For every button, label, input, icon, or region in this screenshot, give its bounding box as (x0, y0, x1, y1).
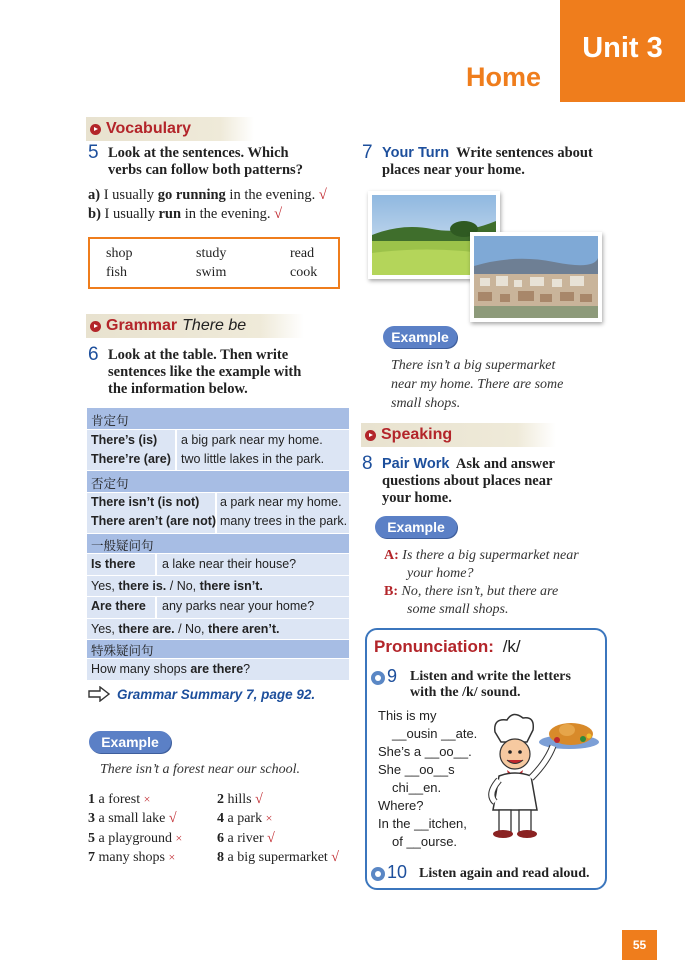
q8-line-3: your home. (382, 490, 452, 506)
pos1-left: There’s (is) (91, 433, 158, 447)
cd-audio-icon[interactable] (371, 867, 385, 881)
q7-line-2: places near your home. (382, 162, 525, 178)
item-5 (88, 831, 182, 847)
question-8-number: 8 (362, 453, 373, 474)
page-title: Home (466, 62, 542, 92)
a1-b1: there is. (118, 579, 167, 593)
q9-line-1: Listen and write the letters (410, 669, 571, 684)
a2-mid: / No, (174, 622, 208, 636)
unit-badge: Unit 3 (560, 0, 685, 102)
rhyme-line-2: __ousin __ate. (392, 726, 478, 741)
vocabulary-heading (86, 117, 254, 141)
sp-post: ? (243, 662, 251, 676)
question-10-number (371, 862, 407, 883)
yt-example-1: There isn’t a big supermarket (391, 358, 556, 373)
pair-work-label: Pair Work (382, 456, 450, 472)
sentence-b (88, 206, 282, 223)
item-3 (88, 811, 177, 827)
item-num: 6 (217, 831, 224, 846)
pronunciation-label: Pronunciation: (374, 637, 494, 656)
pronunciation-sound: /k/ (502, 637, 521, 656)
item-text: a playground (98, 831, 172, 846)
item-1 (88, 792, 150, 808)
a-line-1: Is there a big supermarket near (402, 548, 579, 563)
table-heading-negative: 否定句 (91, 477, 129, 491)
item-num: 3 (88, 811, 95, 826)
item-text: a park (227, 811, 263, 826)
chef-illustration (487, 712, 605, 840)
question-8-text (382, 456, 555, 507)
example-badge: Example (89, 731, 171, 753)
question-6-number: 6 (88, 344, 99, 365)
vocabulary-label: Vocabulary (106, 120, 192, 137)
speaking-label: Speaking (381, 426, 453, 443)
answer-2 (91, 622, 280, 636)
city-image (474, 236, 598, 318)
grammar-example-text: There isn’t a forest near our school. (100, 762, 301, 777)
word-swim: swim (196, 265, 227, 280)
cross-mark: × (168, 850, 176, 864)
item-num: 1 (88, 792, 95, 807)
neg2-right: many trees in the park. (220, 514, 348, 528)
sentence-b-bold: run (158, 206, 182, 222)
a2-b2: there aren’t. (207, 622, 280, 636)
your-turn-label: Your Turn (382, 145, 450, 161)
rhyme-line-6: Where? (378, 798, 424, 813)
q5-line-1: Look at the sentences. Which (108, 145, 289, 161)
yt-example-3: small shops. (391, 396, 461, 411)
rhyme-line-8: of __ourse. (392, 834, 458, 849)
yt-example-2: near my home. There are some (391, 377, 564, 392)
table-heading-general: 一般疑问句 (91, 539, 154, 553)
grammar-heading (86, 314, 304, 338)
item-text: a big supermarket (227, 850, 328, 865)
sentence-b-label: b) (88, 206, 101, 222)
item-4 (217, 811, 272, 827)
check-mark: √ (274, 206, 283, 222)
q6-line-3: the information below. (108, 381, 248, 397)
rhyme-line-7: In the __itchen, (378, 816, 467, 831)
rhyme-line-5: chi__en. (392, 780, 442, 795)
sentence-a-bold: go running (157, 187, 226, 203)
grammar-summary-link[interactable] (88, 686, 315, 702)
sentence-a-post: in the evening. (225, 187, 316, 203)
q2-left: Are there (91, 599, 146, 613)
answer-1 (91, 579, 263, 593)
pronunciation-box (365, 628, 607, 890)
neg1-left: There isn’t (is not) (91, 495, 200, 509)
cd-audio-icon[interactable] (371, 671, 385, 685)
sentence-a-label: a) (88, 187, 101, 203)
q9-num: 9 (387, 666, 398, 686)
item-text: a forest (98, 792, 141, 807)
special-question (91, 662, 250, 676)
question-9-text (410, 669, 571, 701)
question-7-text (382, 145, 593, 179)
question-10-text: Listen again and read aloud. (419, 866, 590, 881)
item-text: many shops (98, 850, 165, 865)
q8-line-1: Ask and answer (455, 456, 555, 472)
item-num: 7 (88, 850, 95, 865)
item-8 (217, 850, 339, 866)
check-mark: √ (331, 850, 339, 865)
rhyme-line-4: She __oo__s (378, 762, 455, 777)
sentence-a-pre: I usually (103, 187, 158, 203)
page-number: 55 (622, 930, 657, 960)
arrow-right-icon (88, 686, 110, 702)
q9-line-2: with the /k/ sound. (410, 685, 521, 700)
sp-pre: How many shops (91, 662, 191, 676)
pos2-right: two little lakes in the park. (181, 452, 325, 466)
sp-bold: are there (190, 662, 244, 676)
speaking-example (384, 547, 612, 619)
word-study: study (196, 246, 227, 261)
item-num: 4 (217, 811, 224, 826)
q8-line-2: questions about places near (382, 473, 553, 489)
grammar-table (87, 408, 349, 680)
check-mark: √ (318, 187, 327, 203)
rhyme-line-3: She’s a __oo__. (378, 744, 472, 759)
play-icon (90, 124, 101, 135)
example-badge: Example (375, 516, 457, 538)
your-turn-example (391, 356, 563, 413)
q6-line-2: sentences like the example with (108, 364, 302, 380)
a1-mid: / No, (166, 579, 200, 593)
city-photo (470, 232, 602, 322)
neg1-right: a park near my home. (220, 495, 342, 509)
question-6-text (108, 347, 301, 398)
word-read: read (290, 246, 315, 261)
question-5-number: 5 (88, 142, 99, 163)
speaking-heading (361, 423, 556, 447)
b-line-1: No, there isn’t, but there are (401, 584, 559, 599)
item-num: 5 (88, 831, 95, 846)
play-icon (90, 321, 101, 332)
q1-right: a lake near their house? (162, 557, 297, 571)
b-line-2: some small shops. (407, 602, 509, 617)
cross-mark: × (143, 792, 151, 806)
grammar-label: Grammar (106, 317, 178, 334)
rhyme (378, 707, 477, 851)
a2-pre: Yes, (91, 622, 119, 636)
q1-left: Is there (91, 557, 136, 571)
speaker-b: B: (384, 584, 398, 599)
cross-mark: × (175, 831, 183, 845)
q2-right: any parks near your home? (162, 599, 315, 613)
example-badge: Example (383, 326, 457, 348)
word-box (88, 237, 340, 289)
q7-line-1: Write sentences about (456, 145, 593, 161)
table-heading-positive: 肯定句 (91, 414, 129, 428)
q10-num: 10 (387, 862, 408, 882)
grammar-summary-text[interactable]: Grammar Summary 7, page 92. (117, 686, 316, 702)
item-2 (217, 792, 263, 808)
sentence-b-post: in the evening. (181, 206, 271, 222)
a-line-2: your home? (407, 566, 474, 581)
item-6 (217, 831, 275, 847)
speaker-a: A: (384, 548, 399, 563)
check-mark: √ (255, 792, 263, 807)
play-icon (365, 430, 376, 441)
item-text: a river (227, 831, 264, 846)
word-fish: fish (106, 265, 127, 280)
pos1-right: a big park near my home. (181, 433, 323, 447)
q6-line-1: Look at the table. Then write (108, 347, 289, 363)
word-cook: cook (290, 265, 318, 280)
a1-pre: Yes, (91, 579, 119, 593)
item-7 (88, 850, 175, 866)
a2-b1: there are. (118, 622, 175, 636)
sentence-b-pre: I usually (104, 206, 159, 222)
grammar-sub: There be (182, 317, 247, 334)
item-text: hills (227, 792, 252, 807)
question-9-number (371, 666, 397, 687)
a1-b2: there isn’t. (199, 579, 263, 593)
item-text: a small lake (98, 811, 166, 826)
table-heading-special: 特殊疑问句 (91, 644, 154, 658)
cross-mark: × (265, 811, 273, 825)
check-mark: √ (267, 831, 275, 846)
neg2-left: There aren’t (are not) (91, 514, 217, 528)
item-num: 8 (217, 850, 224, 865)
word-shop: shop (106, 246, 133, 261)
rhyme-line-1: This is my (378, 708, 437, 723)
pos2-left: There’re (are) (91, 452, 171, 466)
question-5-text (108, 145, 303, 179)
check-mark: √ (168, 811, 177, 826)
question-7-number: 7 (362, 142, 373, 163)
item-num: 2 (217, 792, 224, 807)
sentence-a (88, 187, 327, 204)
pronunciation-title (374, 637, 521, 657)
q5-line-2: verbs can follow both patterns? (108, 162, 303, 178)
